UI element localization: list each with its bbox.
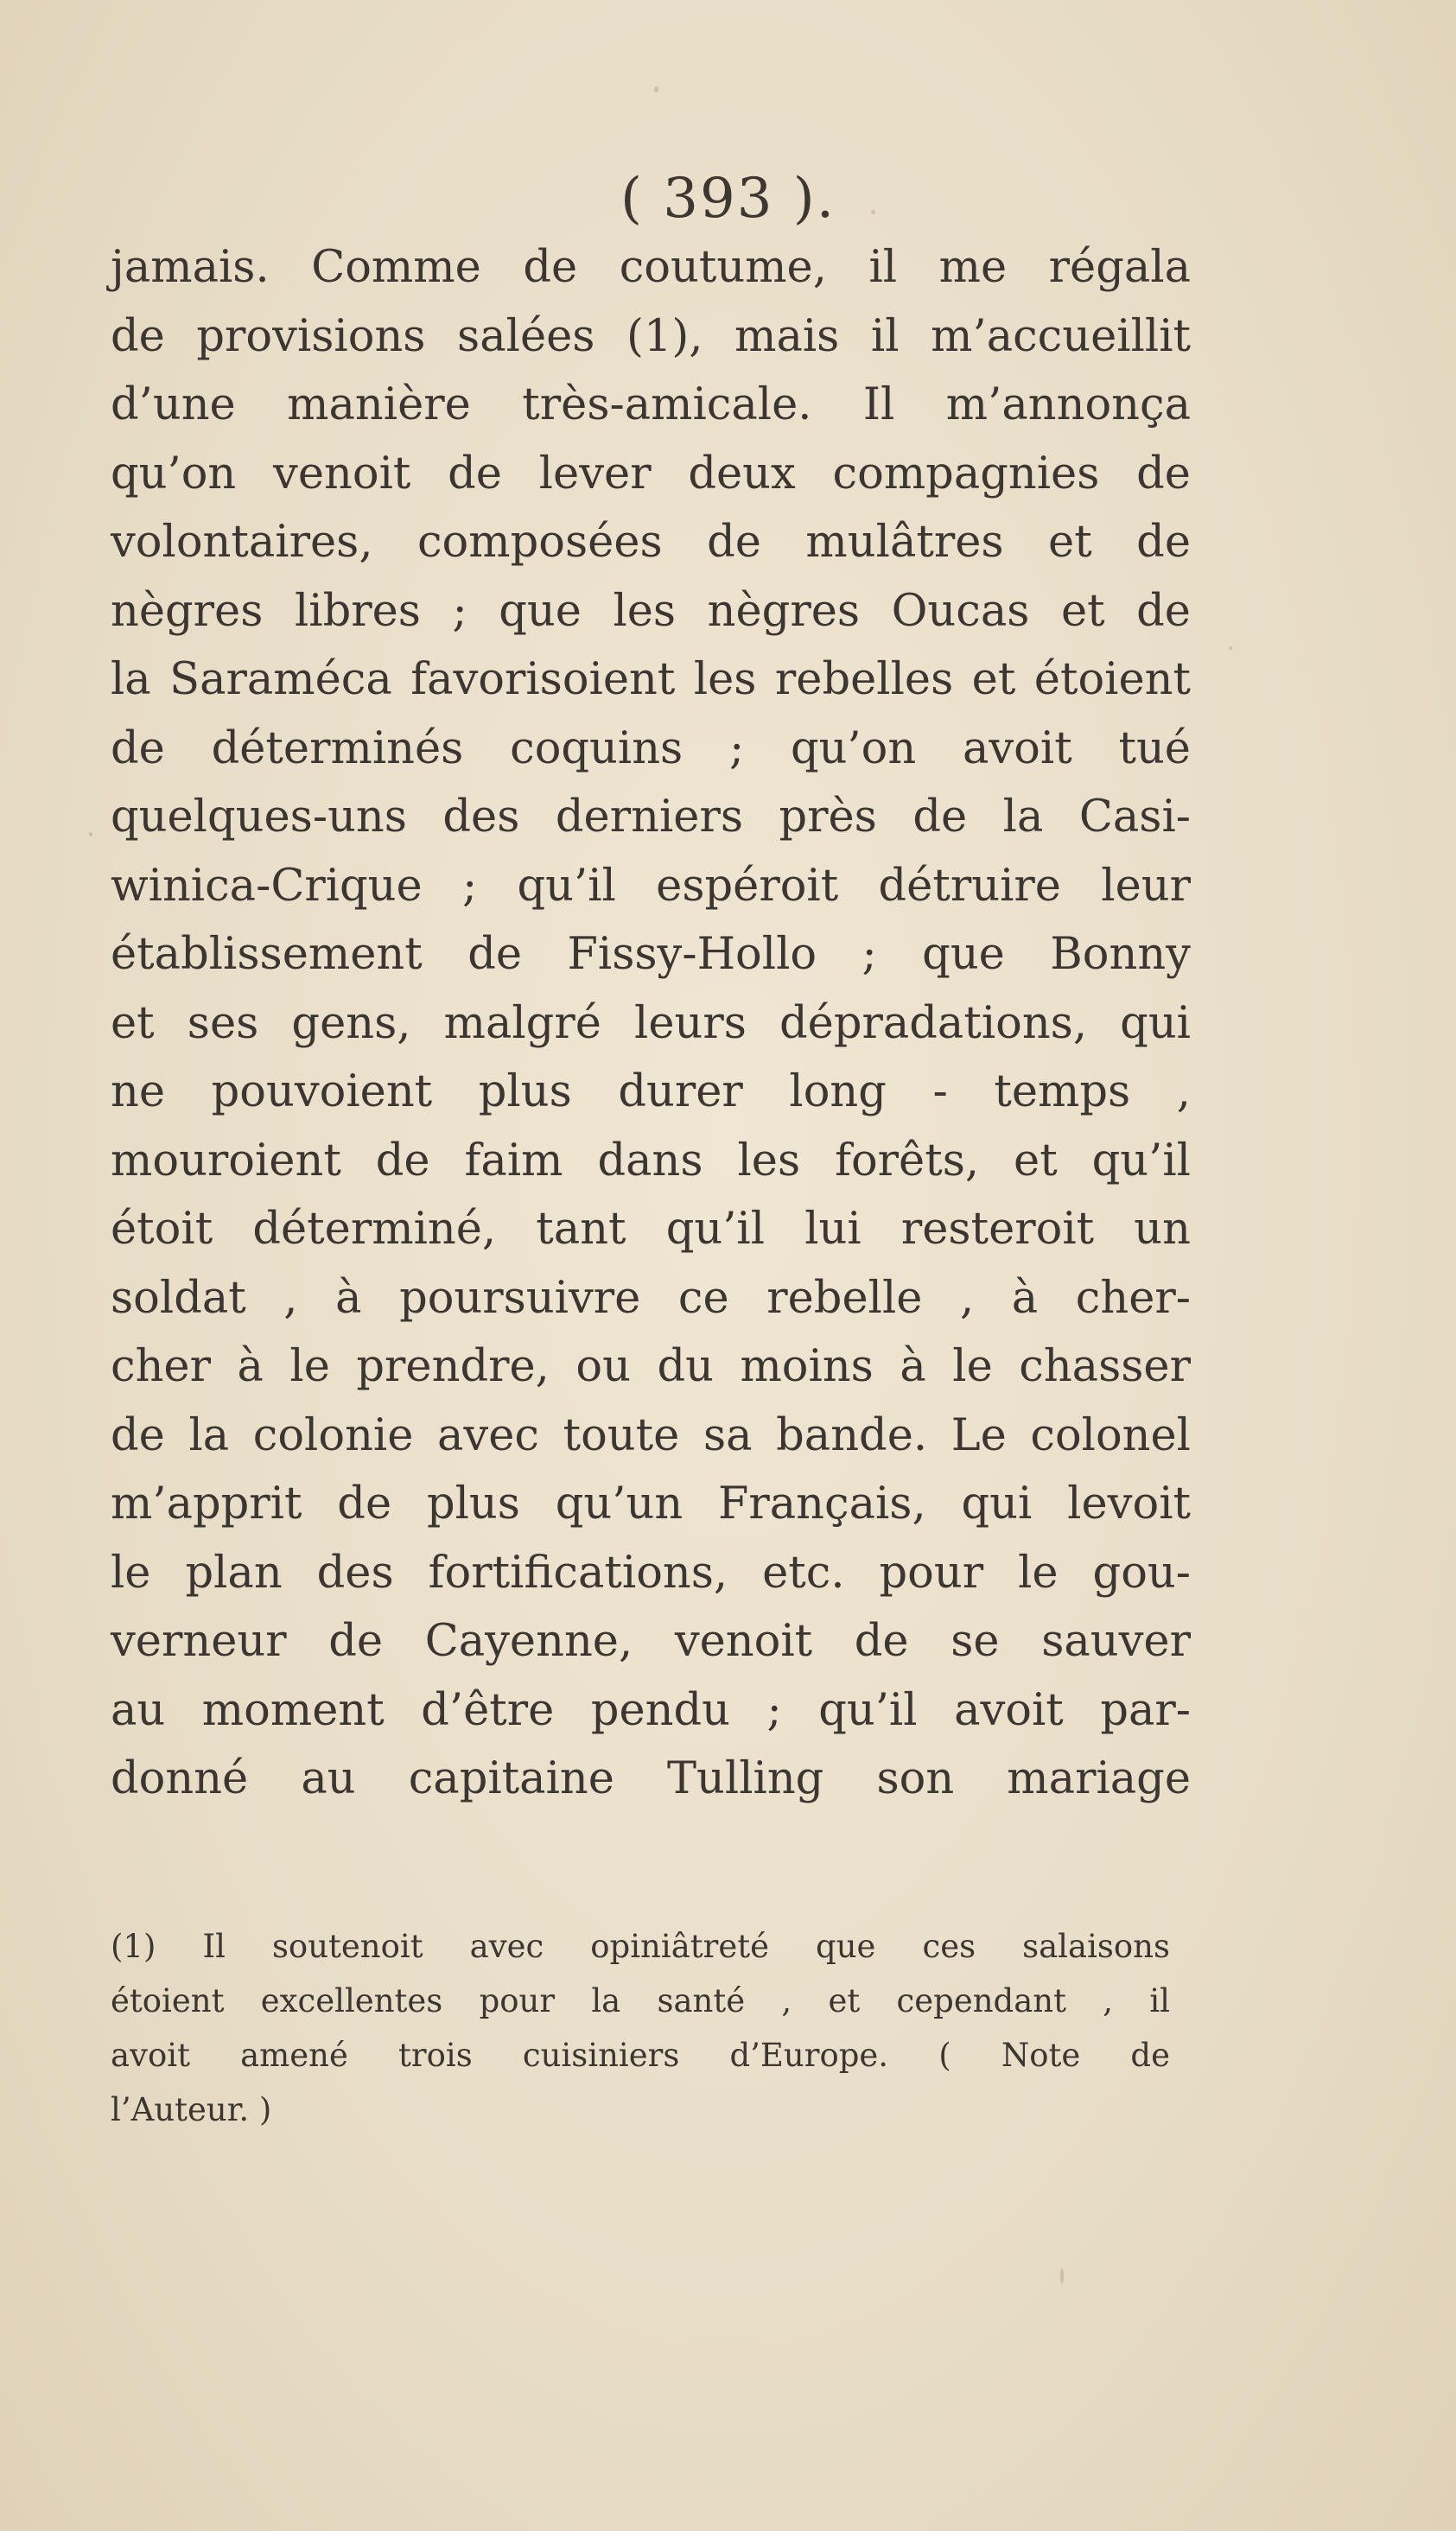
text-line: de déterminés coquins ; qu’on avoit tué [111, 722, 1191, 774]
text-line: qu’on venoit de lever deux compagnies de [111, 448, 1191, 499]
page-number: ( 393 ). [620, 167, 836, 231]
text-line: jamais. Comme de coutume, il me régala [111, 242, 1191, 293]
text-line: verneur de Cayenne, venoit de se sauver [111, 1616, 1191, 1667]
text-line: étoit déterminé, tant qu’il lui resteroit un [111, 1204, 1191, 1255]
text-line: ne pouvoient plus durer long - temps , [111, 1066, 1191, 1117]
footnote-line: étoient excellentes pour la santé , et cependant , il [111, 1982, 1170, 2019]
text-line: nègres libres ; que les nègres Oucas et de [111, 585, 1191, 637]
text-line: de la colonie avec toute sa bande. Le colonel [111, 1409, 1191, 1461]
footnote-line: (1) Il soutenoit avec opiniâtreté que ces salaisons [111, 1928, 1170, 1965]
text-line: le plan des fortifications, etc. pour le gou- [111, 1547, 1191, 1599]
text-line: au moment d’être pendu ; qu’il avoit par- [111, 1684, 1191, 1736]
text-line: la Saraméca favorisoient les rebelles et étoient [111, 654, 1191, 705]
text-line: d’une manière très-amicale. Il m’annonça [111, 379, 1191, 430]
paper-speck [89, 832, 92, 836]
text-line: cher à le prendre, ou du moins à le chasser [111, 1341, 1191, 1392]
text-line: winica-Crique ; qu’il espéroit détruire leur [111, 860, 1191, 912]
body-text [111, 233, 1191, 1814]
footnote-line: l’Auteur. ) [111, 2091, 272, 2128]
text-line: mouroient de faim dans les forêts, et qu’il [111, 1135, 1191, 1186]
footnote [111, 1919, 1170, 2137]
text-line: soldat , à poursuivre ce rebelle , à cher- [111, 1272, 1191, 1324]
paper-speck [1229, 646, 1232, 650]
text-line: et ses gens, malgré leurs dépradations, qui [111, 997, 1191, 1049]
footnote-line: avoit amené trois cuisiniers d’Europe. ( Note de [111, 2037, 1170, 2074]
text-line: donné au capitaine Tulling son mariage [111, 1753, 1191, 1804]
text-line: quelques-uns des derniers près de la Casi- [111, 792, 1191, 843]
text-line: de provisions salées (1), mais il m’accueillit [111, 310, 1191, 362]
paper-speck [654, 86, 658, 92]
text-line: m’apprit de plus qu’un Français, qui levoit [111, 1479, 1191, 1529]
text-line: établissement de Fissy-Hollo ; que Bonny [111, 929, 1191, 980]
text-line: volontaires, composées de mulâtres et de [111, 517, 1191, 568]
paper-speck [1060, 2268, 1064, 2284]
